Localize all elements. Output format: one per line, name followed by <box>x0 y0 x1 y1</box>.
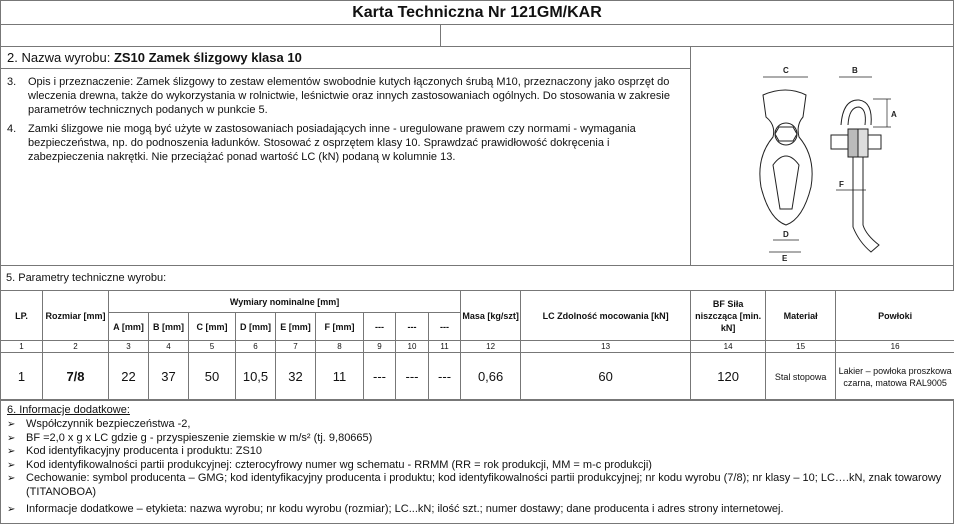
paragraph <box>7 122 684 164</box>
header-dim-10: --- <box>396 313 429 341</box>
header-material: Materiał <box>766 291 836 341</box>
header-bf: BF Siła niszcząca [min. kN] <box>691 291 766 341</box>
header-dim-f: F [mm] <box>316 313 364 341</box>
dimension-label-d: D <box>783 230 789 239</box>
table-cell: 7/8 <box>43 353 109 401</box>
table-cell: 0,66 <box>461 353 521 401</box>
blank-cell <box>440 24 954 47</box>
column-number: 4 <box>149 341 189 353</box>
info-item <box>7 503 947 517</box>
description <box>0 68 691 266</box>
section-parameters-heading: 5. Parametry techniczne wyrobu: <box>0 265 954 291</box>
table-cell: 32 <box>276 353 316 401</box>
blank-cell <box>0 24 441 47</box>
column-number: 14 <box>691 341 766 353</box>
column-number: 1 <box>1 341 43 353</box>
document-title: Karta Techniczna Nr 121GM/KAR <box>0 0 954 25</box>
table-cell: 37 <box>149 353 189 401</box>
header-powloki: Powłoki <box>836 291 954 341</box>
header-dim-b: B [mm] <box>149 313 189 341</box>
dimension-label-b: B <box>852 66 858 75</box>
arrow-bullet-icon: ➢ <box>7 419 16 430</box>
column-number: 13 <box>521 341 691 353</box>
header-dim-9: --- <box>364 313 396 341</box>
header-lc: LC Zdolność mocowania [kN] <box>521 291 691 341</box>
table-cell: 60 <box>521 353 691 401</box>
technical-drawing <box>690 46 954 266</box>
table-cell: 120 <box>691 353 766 401</box>
info-item <box>7 418 947 432</box>
table-cell: Lakier – powłoka proszkowa czarna, matowa RAL9005 <box>836 353 954 401</box>
column-number: 15 <box>766 341 836 353</box>
column-number: 7 <box>276 341 316 353</box>
header-dim-d: D [mm] <box>236 313 276 341</box>
dimension-label-e: E <box>782 254 788 263</box>
table-cell: 1 <box>1 353 43 401</box>
table-cell: --- <box>396 353 429 401</box>
column-number: 11 <box>429 341 461 353</box>
table-cell: 50 <box>189 353 236 401</box>
column-number: 8 <box>316 341 364 353</box>
table-cell: --- <box>364 353 396 401</box>
table-cell: 10,5 <box>236 353 276 401</box>
header-dim-11: --- <box>429 313 461 341</box>
additional-info <box>0 399 954 524</box>
info-item <box>7 432 947 446</box>
arrow-bullet-icon: ➢ <box>7 432 16 444</box>
info-item-text: Kod identyfikowalności partii produkcyjnej: czterocyfrowy numer wg schematu - RRMM (RR = rok produkcji, MM = m-c produkcji) <box>26 458 652 471</box>
column-number: 3 <box>109 341 149 353</box>
product-name-label: 2. Nazwa wyrobu: <box>7 50 114 65</box>
header-rozmiar: Rozmiar [mm] <box>43 291 109 341</box>
arrow-bullet-icon: ➢ <box>7 446 16 457</box>
info-item-text: Kod identyfikacyjny producenta i produktu: ZS10 <box>26 445 263 457</box>
slide-lock-side-view <box>831 100 881 252</box>
paragraph <box>7 75 684 117</box>
column-numbers-row <box>1 341 954 353</box>
arrow-bullet-icon: ➢ <box>7 504 16 515</box>
dimension-lines <box>763 77 891 252</box>
dimension-label-a: A <box>891 110 897 119</box>
header-dim-e: E [mm] <box>276 313 316 341</box>
paragraph-number: 4. <box>7 123 17 135</box>
column-number: 12 <box>461 341 521 353</box>
table-cell: --- <box>429 353 461 401</box>
table-cell: Stal stopowa <box>766 353 836 401</box>
info-item-text: Cechowanie: symbol producenta – GMG; kod identyfikacyjny producenta i produktu; kod identyfikowalności partii produkcyjnej; nr kodu wyrobu (7/8); nr klasy – 10; LC….kN, znak towarowy (TITANOBOA) <box>26 472 942 498</box>
dimension-label-f: F <box>839 180 844 189</box>
column-number: 2 <box>43 341 109 353</box>
product-name-value: ZS10 Zamek ślizgowy klasa 10 <box>113 50 302 65</box>
info-item-text: Współczynnik bezpieczeństwa -2, <box>26 418 191 430</box>
column-number: 9 <box>364 341 396 353</box>
column-number: 6 <box>236 341 276 353</box>
info-item <box>7 445 947 459</box>
info-item-text: Informacje dodatkowe – etykieta: nazwa wyrobu; nr kodu wyrobu (rozmiar); LC...kN; ilość szt.; numer dostawy; dane producenta i adres strony internetowej. <box>26 503 784 515</box>
column-number: 10 <box>396 341 429 353</box>
header-dim-a: A [mm] <box>109 313 149 341</box>
arrow-bullet-icon: ➢ <box>7 459 16 471</box>
info-item-text: BF =2,0 x g x LC gdzie g - przyspieszenie ziemskie w m/s² (tj. 9,80665) <box>26 431 373 444</box>
header-dim-c: C [mm] <box>189 313 236 341</box>
additional-info-heading: 6. Informacje dodatkowe: <box>7 404 130 416</box>
paragraph-text: Zamki ślizgowe nie mogą być użyte w zastosowaniach posiadających inne - uregulowane prawem czy normami - wymagania bezpieczeństwa, np. do podnoszenia ładunków. Stosować z osprzętem klasy 10. Sprawdzać prawidłowość dokręcenia i zabezpieczenia nakrętki. Nie przeciążać ponad wartość LC (kN) podaną w kolumnie 13. <box>28 123 636 163</box>
header-lp: LP. <box>1 291 43 341</box>
dimension-label-c: C <box>783 66 789 75</box>
table-row <box>1 353 954 401</box>
table-cell: 11 <box>316 353 364 401</box>
column-number: 5 <box>189 341 236 353</box>
info-item <box>7 472 947 499</box>
arrow-bullet-icon: ➢ <box>7 473 16 484</box>
paragraph-text: Opis i przeznaczenie: Zamek ślizgowy to zestaw elementów swobodnie kutych łączonych śrubą M10, przeznaczony jako osprzęt do wleczenia drewna, także do wykorzystania w rolnictwie, leśnictwie oraz innych zastosowaniach ogólnych. Do stosowania w zakresie parametrów technicznych podanych w punkcie 5. <box>28 76 670 116</box>
header-masa: Masa [kg/szt] <box>461 291 521 341</box>
header-wymiary: Wymiary nominalne [mm] <box>109 291 461 313</box>
paragraph-number: 3. <box>7 76 17 88</box>
column-number: 16 <box>836 341 954 353</box>
parameters-table <box>0 290 954 401</box>
info-item <box>7 459 947 473</box>
product-name <box>0 46 691 69</box>
slide-lock-front-view <box>760 90 812 225</box>
table-cell: 22 <box>109 353 149 401</box>
